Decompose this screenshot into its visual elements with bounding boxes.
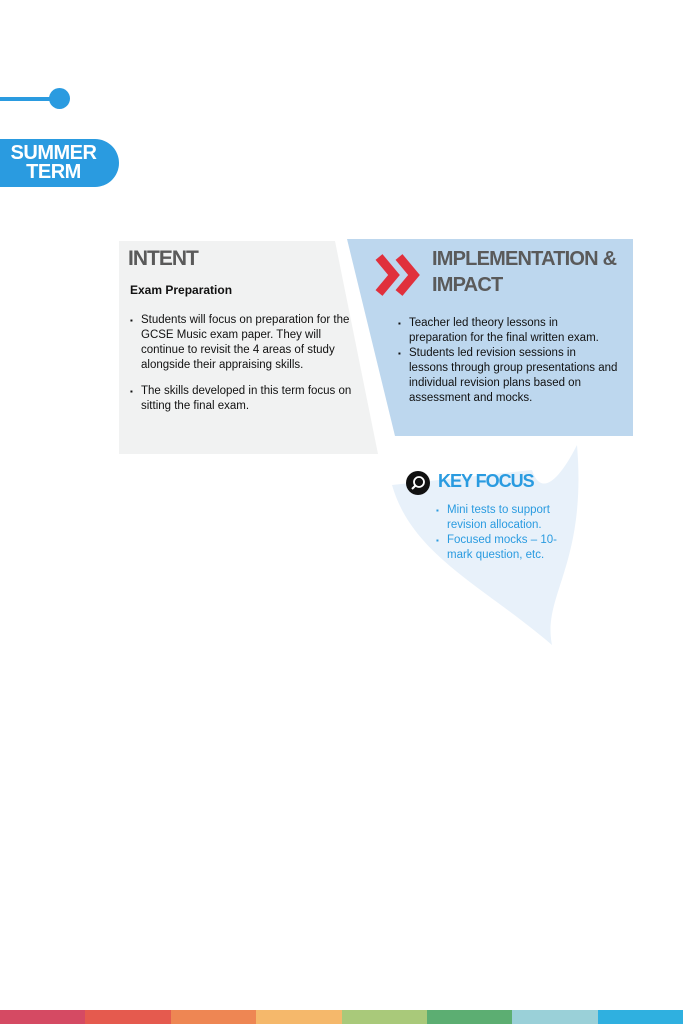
term-badge (0, 139, 119, 187)
implementation-title: IMPLEMENTATION & IMPACT (432, 248, 617, 296)
strip-segment (256, 1010, 341, 1024)
strip-segment (427, 1010, 512, 1024)
search-icon (406, 471, 430, 495)
term-badge-line2: TERM (26, 161, 81, 183)
intent-subtitle: Exam Preparation (130, 283, 233, 297)
intent-bullet-list (130, 313, 352, 425)
strip-segment (512, 1010, 597, 1024)
intent-title: INTENT (128, 247, 198, 270)
list-item: ▪ The skills developed in this term focus on sitting the final exam. (130, 384, 352, 414)
strip-segment (171, 1010, 256, 1024)
list-item: ▪ Mini tests to support revision allocation. (436, 503, 571, 533)
timeline-dot (49, 88, 70, 109)
key-focus-title: KEY FOCUS (438, 471, 534, 491)
strip-segment (0, 1010, 85, 1024)
strip-segment (342, 1010, 427, 1024)
list-item: ▪ Focused mocks – 10-mark question, etc. (436, 533, 571, 563)
list-item: ▪ Students led revision sessions in lessons through group presentations and individual revision plans based on assessment and mocks. (398, 346, 618, 406)
timeline-line (0, 97, 56, 101)
list-item: ▪ Students will focus on preparation for the GCSE Music exam paper. They will continue to revisit the 4 areas of study alongside their appraising skills. (130, 313, 352, 373)
color-strip (0, 1010, 683, 1024)
double-chevron-icon (375, 252, 427, 298)
key-focus-bullet-list (436, 503, 571, 563)
list-item: ▪ Teacher led theory lessons in preparation for the final written exam. (398, 316, 618, 346)
strip-segment (85, 1010, 170, 1024)
term-badge-line1: SUMMER (10, 142, 97, 164)
implementation-bullet-list (398, 316, 618, 406)
strip-segment (598, 1010, 683, 1024)
